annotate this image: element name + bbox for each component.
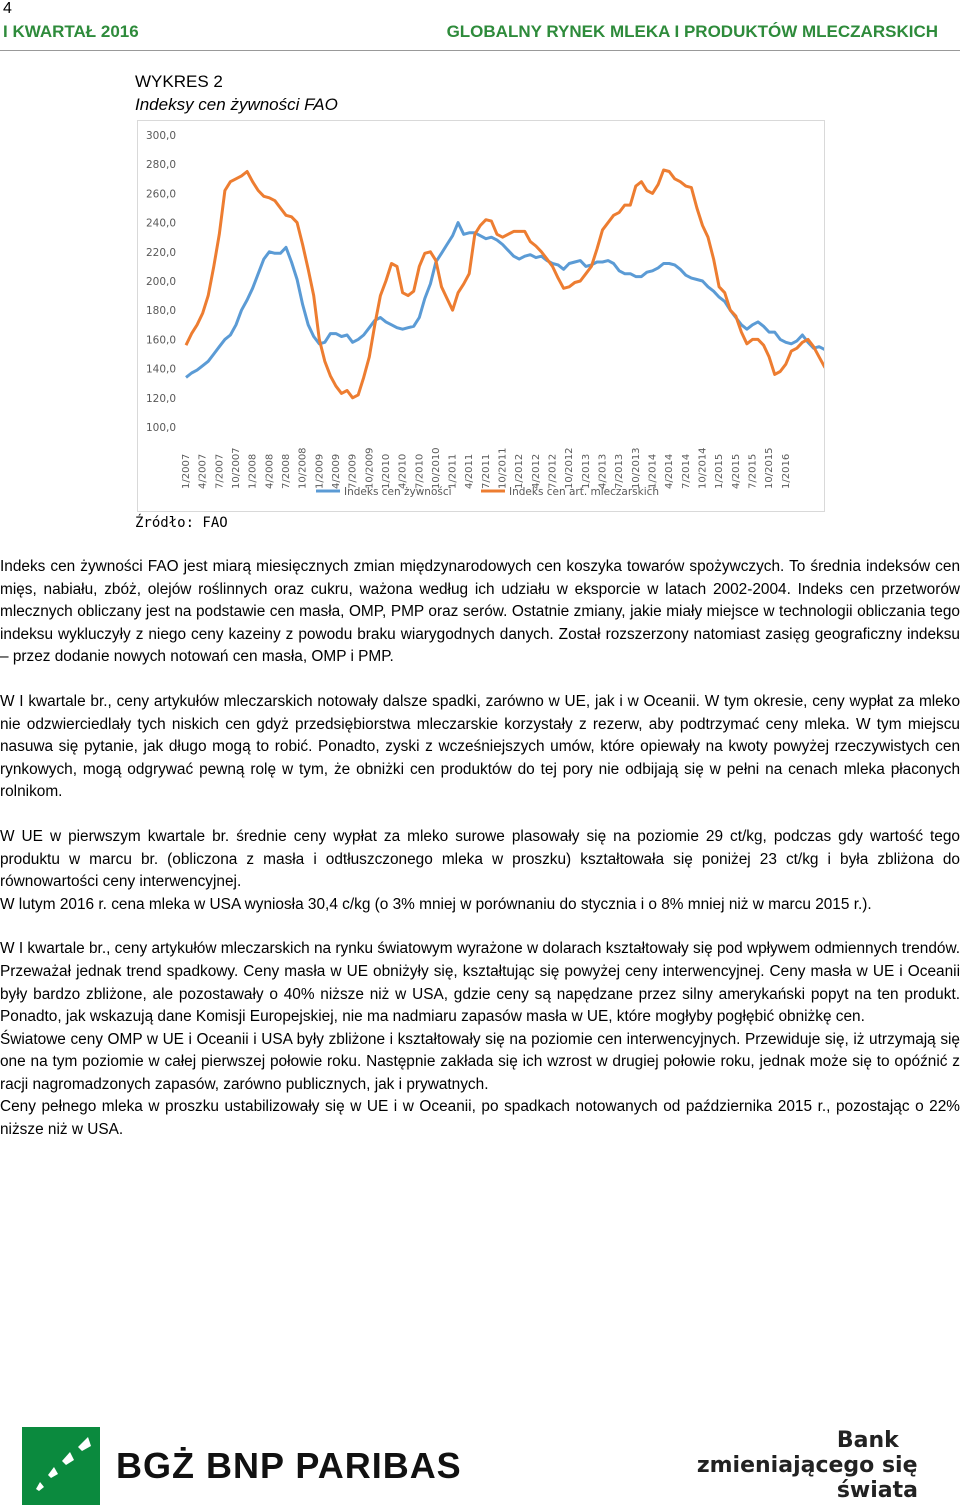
- chart-label: WYKRES 2: [135, 72, 223, 91]
- slogan-line-2: zmieniającego się: [696, 1453, 918, 1478]
- y-tick-label: 240,0: [146, 217, 177, 230]
- x-tick-label: 10/2009: [364, 447, 376, 489]
- x-tick-label: 4/2014: [664, 453, 676, 489]
- x-tick-label: 7/2009: [347, 453, 359, 489]
- x-tick-label: 10/2014: [697, 447, 709, 489]
- y-tick-label: 260,0: [146, 188, 177, 201]
- page-number: 4: [3, 0, 12, 17]
- y-tick-label: 180,0: [146, 305, 177, 318]
- legend-label: Indeks cen art. mleczarskich: [509, 486, 660, 498]
- slogan-line-3: świata: [836, 1478, 918, 1503]
- x-tick-label: 10/2008: [297, 447, 309, 489]
- x-tick-label: 7/2015: [747, 453, 759, 489]
- chart-source: Źródło: FAO: [135, 515, 228, 531]
- paragraph-world-dairy: W I kwartale br., ceny artykułów mleczarskich na rynku światowym wyrażone w dolarach kształtowały się pod wpływem odmiennych trendów. Przeważał jednak trend spadkowy. Ceny masła w UE obniżyły się, kształtując się powyżej ceny interwencyjnej. Ceny masła w UE i Oceanii były bardzo zbliżone, ale pozostawały o 40% niższe niż w USA, gdzie ceny są napędzane przez silny amerykański popyt na ten produkt. Ponadto, jak wskazują dane Komisji Europejskiej, nie ma nadmiaru zapasów masła w UE, które mogłyby pogłębić obniżkę cen.: [0, 940, 960, 1026]
- x-tick-label: 1/2012: [514, 453, 526, 489]
- logo-mark-icon: [22, 1427, 100, 1505]
- y-tick-label: 280,0: [146, 159, 177, 172]
- x-tick-label: 4/2011: [464, 453, 476, 489]
- header-divider: [0, 50, 960, 51]
- series-line-dairy-index: [186, 170, 824, 398]
- x-tick-label: 10/2013: [630, 447, 642, 489]
- x-tick-label: 7/2010: [414, 453, 426, 489]
- y-tick-label: 300,0: [146, 130, 177, 142]
- paragraph-usa-milk: W lutym 2016 r. cena mleka w USA wyniosła 30,4 c/kg (o 3% mniej w porównaniu do stycznia i o 8% mniej niż w marcu 2015 r.).: [0, 895, 872, 913]
- x-tick-label: 1/2014: [647, 453, 659, 489]
- y-tick-label: 160,0: [146, 334, 177, 347]
- x-tick-label: 4/2007: [197, 453, 209, 489]
- y-tick-label: 200,0: [146, 276, 177, 288]
- x-tick-label: 1/2010: [380, 453, 392, 489]
- y-tick-label: 220,0: [146, 246, 177, 259]
- x-tick-label: 7/2011: [480, 453, 492, 489]
- x-tick-label: 4/2008: [264, 453, 276, 489]
- paragraph-q1-prices: W I kwartale br., ceny artykułów mleczarskich notowały dalsze spadki, zarówno w UE, jak i w Oceanii. W tym okresie, ceny wypłat za mleko nie odzwierciedlały tych niskich cen gdyż przedsiębiorstwa mleczarskie korzystały z rezerw, aby podtrzymać ceny mleka. W tym miejscu nasuwa się pytanie, jak długo mogą to robić. Ponadto, zyski z wcześniejszych umów, które opiewały na kwoty powyżej rzeczywistych cen rynkowych, mogą odgrywać pewną rolę w tym, że obniżki cen produktów do tej pory nie odbijają się w pełni na cenach mleka płaconych rolnikom.: [0, 692, 960, 801]
- x-tick-label: 7/2012: [547, 453, 559, 489]
- star-flight-icon: [22, 1427, 100, 1505]
- x-tick-label: 1/2007: [181, 453, 192, 489]
- y-tick-label: 140,0: [146, 363, 177, 376]
- paragraph-whole-milk-powder: Ceny pełnego mleka w proszku ustabilizowały się w UE i w Oceanii, po spadkach notowanych od października 2015 r., pozostając o 22% niższe niż w USA.: [0, 1098, 960, 1139]
- x-tick-label: 4/2013: [597, 453, 609, 489]
- bank-slogan: [697, 1428, 918, 1503]
- x-tick-label: 10/2011: [497, 447, 509, 489]
- x-tick-label: 1/2008: [247, 453, 259, 489]
- page-header: [3, 22, 938, 44]
- y-tick-label: 120,0: [146, 392, 177, 405]
- header-quarter: I KWARTAŁ 2016: [3, 22, 139, 41]
- paragraph-omp: Światowe ceny OMP w UE i Oceanii i USA były zbliżone i kształtowały się na poziomie cen interwencyjnych. Przewiduje się, iż utrzymają się one na tym poziomie w całej pierwszej połowie roku. Następnie zakłada się ich wzrost w drugiej połowie roku, jednak może się to opóźnić z racji nagromadzonych zapasów, zarówno publicznych, jak i prywatnych.: [0, 1030, 960, 1093]
- x-tick-label: 7/2014: [680, 453, 692, 489]
- x-tick-label: 10/2012: [564, 447, 576, 489]
- y-tick-label: 100,0: [146, 422, 177, 434]
- paragraph-fao-index: Indeks cen żywności FAO jest miarą miesięcznych zmian międzynarodowych cen koszyka towarów spożywczych. To średnia indeksów cen mięs, nabiału, zbóż, olejów roślinnych oraz cukru, ważona według ich udziału w eksporcie w latach 2002-2004. Indeks cen przetworów mlecznych obliczany jest na podstawie cen masła, OMP, PMP oraz serów. Ostatnie zmiany, jakie miały miejsce w technologii obliczania tego indeksu wykluczyły z niego ceny kazeiny z powodu braku wiarygodnych danych. Został rozszerzony natomiast zasięg geograficzny indeksu – przez dodanie nowych notowań cen masła, OMP i PMP.: [0, 558, 960, 666]
- legend-label: Indeks cen żywności: [344, 486, 452, 498]
- x-tick-label: 7/2007: [214, 453, 226, 489]
- paragraph-eu-milk: W UE w pierwszym kwartale br. średnie ceny wypłat za mleko surowe plasowały się na poziomie 29 ct/kg, podczas gdy wartość tego produktu w marcu br. (obliczona z masła i odtłuszczonego mleka w proszku) kształtowała się poniżej 23 ct/kg i była zbliżona do równowartości ceny interwencyjnej.: [0, 827, 960, 891]
- bank-logo: [22, 1427, 462, 1505]
- x-tick-label: 1/2011: [447, 453, 459, 489]
- x-tick-label: 1/2015: [714, 453, 726, 489]
- fao-index-chart: [137, 120, 825, 512]
- x-tick-label: 7/2013: [614, 453, 626, 489]
- x-tick-label: 10/2010: [430, 447, 442, 489]
- chart-svg: [138, 121, 824, 511]
- x-tick-label: 10/2007: [230, 447, 242, 489]
- x-tick-label: 10/2015: [764, 447, 776, 489]
- x-tick-label: 1/2016: [780, 453, 792, 489]
- x-tick-label: 4/2015: [730, 453, 742, 489]
- chart-heading: [135, 70, 338, 116]
- chart-subtitle: Indeksy cen żywności FAO: [135, 95, 338, 114]
- x-tick-label: 4/2009: [330, 453, 342, 489]
- x-tick-label: 1/2009: [314, 453, 326, 489]
- header-title: GLOBALNY RYNEK MLEKA I PRODUKTÓW MLECZARSKICH: [446, 22, 938, 41]
- slogan-line-1: Bank: [836, 1428, 899, 1453]
- x-tick-label: 4/2010: [397, 453, 409, 489]
- x-tick-label: 7/2008: [280, 453, 292, 489]
- x-tick-label: 4/2012: [530, 453, 542, 489]
- x-tick-label: 1/2013: [580, 453, 592, 489]
- article-body: [0, 556, 960, 1142]
- logo-wordmark: BGŻ BNP PARIBAS: [116, 1445, 462, 1486]
